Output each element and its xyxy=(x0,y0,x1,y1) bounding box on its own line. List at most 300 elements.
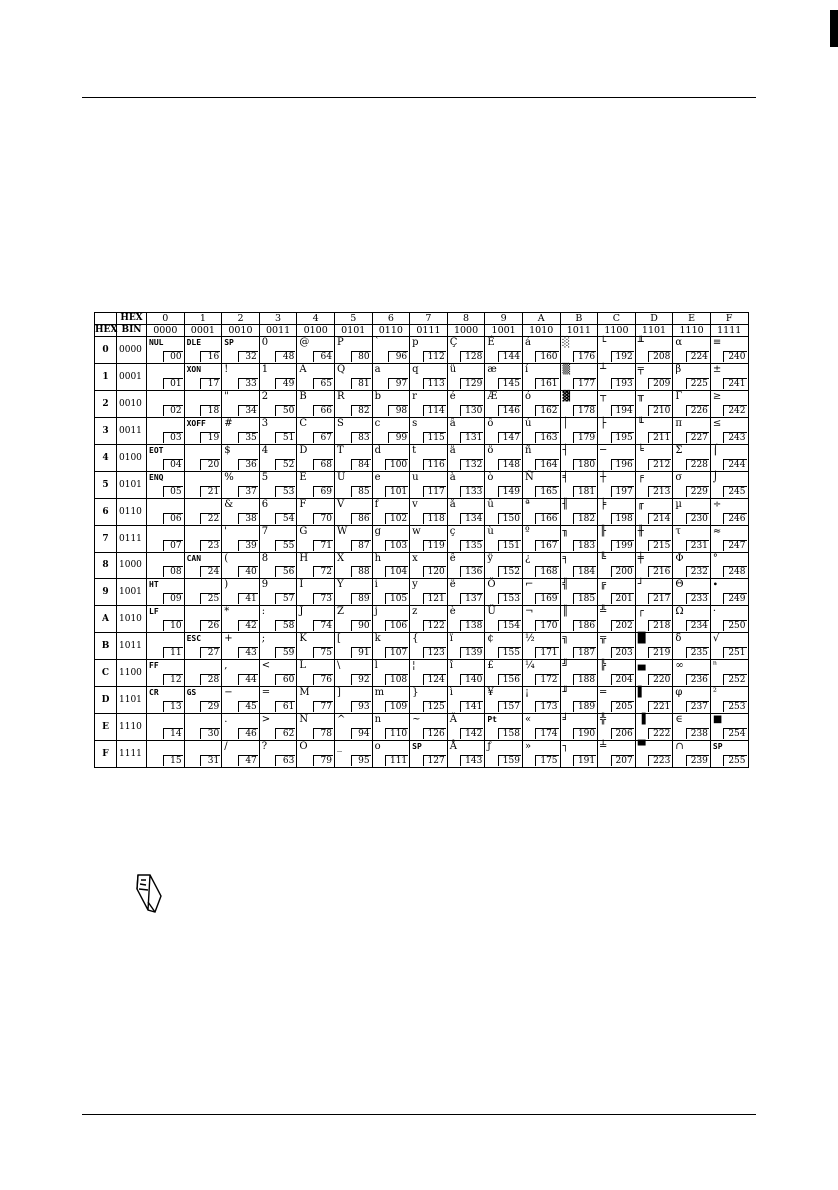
char-cell xyxy=(485,633,523,660)
char-code-decimal: 62 xyxy=(275,728,295,739)
char-cell xyxy=(372,525,410,552)
char-glyph: g xyxy=(374,525,381,537)
column-bin-1101: 1101 xyxy=(635,325,673,337)
char-code-decimal: 28 xyxy=(200,674,220,685)
char-glyph: S xyxy=(336,417,344,429)
char-code-decimal: 73 xyxy=(313,593,333,604)
char-code-decimal: 102 xyxy=(385,513,408,524)
char-code-decimal: 189 xyxy=(573,701,596,712)
char-cell xyxy=(259,633,297,660)
column-hex-B: B xyxy=(560,313,598,325)
char-glyph: ê xyxy=(449,552,456,564)
char-code-decimal: 44 xyxy=(238,674,258,685)
char-cell xyxy=(447,363,485,390)
char-cell xyxy=(710,606,748,633)
char-code-decimal: 156 xyxy=(498,674,521,685)
char-glyph: s xyxy=(412,417,418,429)
char-glyph: ô xyxy=(487,417,494,429)
char-glyph: ╛ xyxy=(562,714,569,726)
char-code-decimal: 173 xyxy=(535,701,558,712)
char-glyph: DLE xyxy=(186,338,202,347)
char-code-decimal: 180 xyxy=(573,459,596,470)
char-glyph: V xyxy=(336,498,345,510)
char-code-decimal: 213 xyxy=(648,486,671,497)
char-glyph: CAN xyxy=(186,553,202,563)
char-glyph: 6 xyxy=(261,498,269,510)
char-glyph: └ xyxy=(600,337,607,348)
table-row xyxy=(95,579,749,606)
char-glyph: T xyxy=(336,444,344,456)
char-code-decimal: 51 xyxy=(275,432,295,443)
char-code-decimal: 81 xyxy=(351,378,371,389)
char-glyph: < xyxy=(261,660,271,672)
char-code-decimal: 198 xyxy=(611,513,634,524)
char-code-decimal: 253 xyxy=(723,701,746,712)
char-code-decimal: 159 xyxy=(498,755,521,766)
char-code-decimal: 85 xyxy=(351,486,371,497)
char-glyph: ╧ xyxy=(600,741,607,753)
char-cell xyxy=(184,660,222,687)
char-glyph: ' xyxy=(224,525,227,537)
char-glyph: ü xyxy=(449,363,457,375)
char-glyph: H xyxy=(299,552,309,564)
char-cell xyxy=(560,552,598,579)
char-cell xyxy=(522,552,560,579)
char-code-decimal: 206 xyxy=(611,728,634,739)
row-bin-0000: 0000 xyxy=(117,337,147,364)
char-glyph: ú xyxy=(524,417,532,429)
char-glyph: ╕ xyxy=(562,552,569,564)
char-cell xyxy=(485,498,523,525)
char-code-decimal: 191 xyxy=(573,755,596,766)
char-cell xyxy=(560,525,598,552)
char-code-decimal: 39 xyxy=(238,540,258,551)
char-code-decimal: 241 xyxy=(723,378,746,389)
char-code-decimal: 184 xyxy=(573,566,596,577)
char-cell xyxy=(410,714,448,741)
row-bin-0111: 0111 xyxy=(117,525,147,552)
char-cell xyxy=(485,444,523,471)
char-cell xyxy=(147,525,185,552)
char-cell xyxy=(222,444,260,471)
char-code-decimal: 108 xyxy=(385,674,408,685)
char-code-decimal: 77 xyxy=(313,701,333,712)
char-code-decimal: 26 xyxy=(200,620,220,631)
char-code-decimal: 231 xyxy=(686,540,709,551)
char-glyph: Ç xyxy=(449,337,458,348)
char-code-decimal: 46 xyxy=(238,728,258,739)
char-cell xyxy=(334,687,372,714)
char-glyph: N xyxy=(299,714,309,726)
char-code-decimal: 201 xyxy=(611,593,634,604)
char-cell xyxy=(147,390,185,417)
table-row xyxy=(95,525,749,552)
char-cell xyxy=(522,633,560,660)
char-cell xyxy=(297,579,335,606)
row-hex-6: 6 xyxy=(95,498,117,525)
char-glyph: P xyxy=(336,337,344,348)
char-cell xyxy=(635,741,673,768)
char-glyph: C xyxy=(299,417,308,429)
column-bin-1011: 1011 xyxy=(560,325,598,337)
char-glyph: β xyxy=(675,363,682,375)
char-code-decimal: 211 xyxy=(648,432,671,443)
column-hex-C: C xyxy=(598,313,636,325)
char-cell xyxy=(259,444,297,471)
char-code-decimal: 33 xyxy=(238,378,258,389)
char-cell xyxy=(673,579,711,606)
char-code-decimal: 63 xyxy=(275,755,295,766)
char-cell xyxy=(485,417,523,444)
char-glyph: τ xyxy=(675,525,681,537)
char-glyph: I xyxy=(299,579,304,591)
char-cell xyxy=(560,363,598,390)
char-glyph: √ xyxy=(712,633,720,645)
char-glyph: z xyxy=(412,606,418,618)
char-cell xyxy=(184,579,222,606)
char-code-decimal: 127 xyxy=(423,755,446,766)
char-code-decimal: 65 xyxy=(313,378,333,389)
char-glyph: ▀ xyxy=(637,741,646,753)
char-glyph: EOT xyxy=(149,445,164,455)
char-cell xyxy=(673,552,711,579)
row-bin-0101: 0101 xyxy=(117,471,147,498)
char-code-decimal: 195 xyxy=(611,432,634,443)
char-glyph: ö xyxy=(487,444,494,456)
char-cell xyxy=(372,633,410,660)
char-glyph: l xyxy=(374,660,378,672)
char-cell xyxy=(560,660,598,687)
char-glyph: SP xyxy=(224,338,234,347)
char-cell xyxy=(635,579,673,606)
char-cell xyxy=(710,714,748,741)
char-glyph: L xyxy=(299,660,307,672)
char-cell xyxy=(410,363,448,390)
char-cell xyxy=(372,687,410,714)
char-code-decimal: 248 xyxy=(723,566,746,577)
char-glyph: > xyxy=(261,714,271,726)
char-cell xyxy=(598,337,636,364)
table-row xyxy=(95,660,749,687)
char-cell xyxy=(522,525,560,552)
char-code-decimal: 24 xyxy=(200,566,220,577)
char-glyph: ├ xyxy=(600,417,607,429)
char-code-decimal: 147 xyxy=(498,432,521,443)
char-cell xyxy=(334,552,372,579)
char-cell xyxy=(635,552,673,579)
char-cell xyxy=(147,579,185,606)
char-cell xyxy=(522,417,560,444)
table-row xyxy=(95,337,749,364)
char-cell xyxy=(598,606,636,633)
char-code-decimal: 164 xyxy=(535,459,558,470)
char-cell xyxy=(334,390,372,417)
char-code-decimal: 09 xyxy=(163,593,183,604)
char-code-decimal: 169 xyxy=(535,593,558,604)
char-glyph: ╙ xyxy=(637,417,644,429)
char-code-decimal: 71 xyxy=(313,540,333,551)
char-cell xyxy=(560,633,598,660)
char-cell xyxy=(635,498,673,525)
char-glyph: α xyxy=(675,337,683,348)
char-cell xyxy=(334,363,372,390)
char-cell xyxy=(673,337,711,364)
table-row xyxy=(95,363,749,390)
row-hex-3: 3 xyxy=(95,417,117,444)
char-glyph: ¿ xyxy=(524,552,531,564)
row-bin-0110: 0110 xyxy=(117,498,147,525)
char-cell xyxy=(222,471,260,498)
char-glyph: ó xyxy=(524,390,531,402)
char-glyph: φ xyxy=(675,687,683,699)
char-code-decimal: 23 xyxy=(200,540,220,551)
char-glyph: ƒ xyxy=(487,741,492,753)
char-glyph: u xyxy=(412,471,419,483)
char-code-decimal: 236 xyxy=(686,674,709,685)
char-code-decimal: 21 xyxy=(200,486,220,497)
char-cell xyxy=(635,606,673,633)
char-cell xyxy=(598,633,636,660)
column-hex-9: 9 xyxy=(485,313,523,325)
char-glyph: XON xyxy=(186,364,202,374)
char-code-decimal: 174 xyxy=(535,728,558,739)
char-glyph: Q xyxy=(336,363,346,375)
table-row xyxy=(95,606,749,633)
char-glyph: = xyxy=(261,687,271,699)
table-row xyxy=(95,390,749,417)
char-glyph: x xyxy=(412,552,418,564)
char-glyph: 7 xyxy=(261,525,269,537)
char-glyph: é xyxy=(449,390,456,402)
char-glyph: j xyxy=(374,606,378,618)
column-bin-1110: 1110 xyxy=(673,325,711,337)
char-cell xyxy=(710,498,748,525)
row-bin-0011: 0011 xyxy=(117,417,147,444)
char-cell xyxy=(147,444,185,471)
corner-hex-row-label: HEX xyxy=(95,325,118,335)
char-glyph: Å xyxy=(449,741,457,753)
char-cell xyxy=(297,714,335,741)
char-code-decimal: 247 xyxy=(723,540,746,551)
char-code-decimal: 240 xyxy=(723,351,746,362)
char-cell xyxy=(598,390,636,417)
char-cell xyxy=(297,741,335,768)
char-cell xyxy=(184,714,222,741)
char-code-decimal: 78 xyxy=(313,728,333,739)
char-cell xyxy=(147,552,185,579)
char-cell xyxy=(560,444,598,471)
char-code-decimal: 49 xyxy=(275,378,295,389)
char-code-decimal: 80 xyxy=(351,351,371,362)
char-code-decimal: 133 xyxy=(460,486,483,497)
char-code-decimal: 113 xyxy=(423,378,446,389)
char-cell xyxy=(485,525,523,552)
char-code-decimal: 175 xyxy=(535,755,558,766)
char-glyph: b xyxy=(374,390,381,402)
char-cell xyxy=(598,660,636,687)
char-glyph: ╩ xyxy=(600,606,607,618)
char-glyph: ` xyxy=(374,337,380,348)
char-cell xyxy=(410,337,448,364)
char-code-decimal: 30 xyxy=(200,728,220,739)
char-glyph: ) xyxy=(224,579,229,591)
char-code-decimal: 47 xyxy=(238,755,258,766)
char-code-decimal: 56 xyxy=(275,566,295,577)
char-cell xyxy=(598,525,636,552)
table-row xyxy=(95,498,749,525)
char-code-decimal: 22 xyxy=(200,513,220,524)
char-glyph: ╞ xyxy=(600,498,607,510)
char-cell xyxy=(184,633,222,660)
char-glyph: û xyxy=(487,498,494,510)
char-cell xyxy=(297,660,335,687)
char-cell xyxy=(673,417,711,444)
char-glyph: î xyxy=(449,660,453,672)
char-code-decimal: 61 xyxy=(275,701,295,712)
row-bin-1111: 1111 xyxy=(117,741,147,768)
char-code-decimal: 27 xyxy=(200,647,220,658)
char-cell xyxy=(259,498,297,525)
column-bin-1010: 1010 xyxy=(522,325,560,337)
char-cell xyxy=(560,741,598,768)
char-glyph: ESC xyxy=(186,634,202,644)
char-code-decimal: 192 xyxy=(611,351,634,362)
char-cell xyxy=(372,579,410,606)
char-code-decimal: 170 xyxy=(535,620,558,631)
char-cell xyxy=(710,337,748,364)
char-glyph: ¦ xyxy=(412,660,416,672)
char-cell xyxy=(222,660,260,687)
char-code-decimal: 166 xyxy=(535,513,558,524)
char-cell xyxy=(560,471,598,498)
char-code-decimal: 01 xyxy=(163,378,183,389)
char-glyph: ╠ xyxy=(600,660,607,672)
char-code-decimal: 142 xyxy=(460,728,483,739)
char-code-decimal: 48 xyxy=(275,351,295,362)
char-cell xyxy=(598,417,636,444)
row-bin-1101: 1101 xyxy=(117,687,147,714)
char-code-decimal: 43 xyxy=(238,647,258,658)
char-glyph: ª xyxy=(524,498,530,510)
char-cell xyxy=(184,606,222,633)
char-glyph: ╤ xyxy=(637,363,644,375)
char-code-decimal: 230 xyxy=(686,513,709,524)
char-code-decimal: 158 xyxy=(498,728,521,739)
char-cell xyxy=(334,498,372,525)
char-code-decimal: 135 xyxy=(460,540,483,551)
char-glyph: ? xyxy=(261,741,268,753)
char-cell xyxy=(447,714,485,741)
char-glyph: LF xyxy=(149,607,159,617)
char-code-decimal: 139 xyxy=(460,647,483,658)
char-code-decimal: 123 xyxy=(423,647,446,658)
char-glyph: ~ xyxy=(412,714,421,726)
char-cell xyxy=(410,498,448,525)
char-code-decimal: 136 xyxy=(460,566,483,577)
char-code-decimal: 92 xyxy=(351,674,371,685)
char-glyph: Θ xyxy=(675,579,684,591)
char-glyph: ┬ xyxy=(600,390,607,402)
char-code-decimal: 109 xyxy=(385,701,408,712)
char-code-decimal: 243 xyxy=(723,432,746,443)
char-glyph: 0 xyxy=(261,337,269,348)
char-cell xyxy=(635,714,673,741)
char-cell xyxy=(222,417,260,444)
char-code-decimal: 98 xyxy=(388,405,408,416)
char-cell xyxy=(522,741,560,768)
char-cell xyxy=(673,390,711,417)
char-code-decimal: 179 xyxy=(573,432,596,443)
char-glyph: SP xyxy=(412,742,422,752)
char-glyph: Ñ xyxy=(524,471,534,483)
char-glyph: σ xyxy=(675,471,683,483)
char-code-decimal: 87 xyxy=(351,540,371,551)
char-cell xyxy=(259,714,297,741)
char-code-decimal: 03 xyxy=(163,432,183,443)
char-code-decimal: 59 xyxy=(275,647,295,658)
char-code-decimal: 154 xyxy=(498,620,521,631)
char-code-decimal: 239 xyxy=(686,755,709,766)
char-cell xyxy=(334,606,372,633)
char-code-decimal: 138 xyxy=(460,620,483,631)
char-glyph: ╢ xyxy=(562,498,569,510)
char-code-decimal: 244 xyxy=(723,459,746,470)
char-cell xyxy=(485,714,523,741)
row-hex-0: 0 xyxy=(95,337,117,364)
char-cell xyxy=(522,471,560,498)
char-code-decimal: 155 xyxy=(498,647,521,658)
char-code-decimal: 15 xyxy=(163,755,183,766)
char-glyph: ] xyxy=(336,687,341,699)
char-code-decimal: 131 xyxy=(460,432,483,443)
char-code-decimal: 171 xyxy=(535,647,558,658)
char-cell xyxy=(635,687,673,714)
char-cell xyxy=(635,660,673,687)
char-glyph: p xyxy=(412,337,419,348)
char-cell xyxy=(334,660,372,687)
char-glyph: m xyxy=(374,687,385,699)
char-code-decimal: 90 xyxy=(351,620,371,631)
char-cell xyxy=(372,363,410,390)
char-cell xyxy=(673,714,711,741)
char-cell xyxy=(259,417,297,444)
char-glyph: _ xyxy=(336,741,342,753)
char-code-decimal: 118 xyxy=(423,513,446,524)
char-glyph: K xyxy=(299,633,307,645)
char-glyph: ╝ xyxy=(562,660,569,672)
char-code-decimal: 101 xyxy=(385,486,408,497)
char-cell xyxy=(297,633,335,660)
char-code-decimal: 252 xyxy=(723,674,746,685)
char-code-decimal: 130 xyxy=(460,405,483,416)
char-glyph: O xyxy=(299,741,308,753)
char-code-decimal: 214 xyxy=(648,513,671,524)
char-glyph: v xyxy=(412,498,418,510)
char-glyph: ENQ xyxy=(149,472,164,482)
char-cell xyxy=(710,471,748,498)
char-code-decimal: 149 xyxy=(498,486,521,497)
char-cell xyxy=(222,363,260,390)
char-cell xyxy=(710,417,748,444)
char-cell xyxy=(710,552,748,579)
column-bin-0100: 0100 xyxy=(297,325,335,337)
char-code-decimal: 224 xyxy=(686,351,709,362)
char-glyph: d xyxy=(374,444,381,456)
char-code-decimal: 212 xyxy=(648,459,671,470)
char-code-decimal: 162 xyxy=(535,405,558,416)
char-cell xyxy=(184,363,222,390)
char-glyph: h xyxy=(374,552,382,564)
